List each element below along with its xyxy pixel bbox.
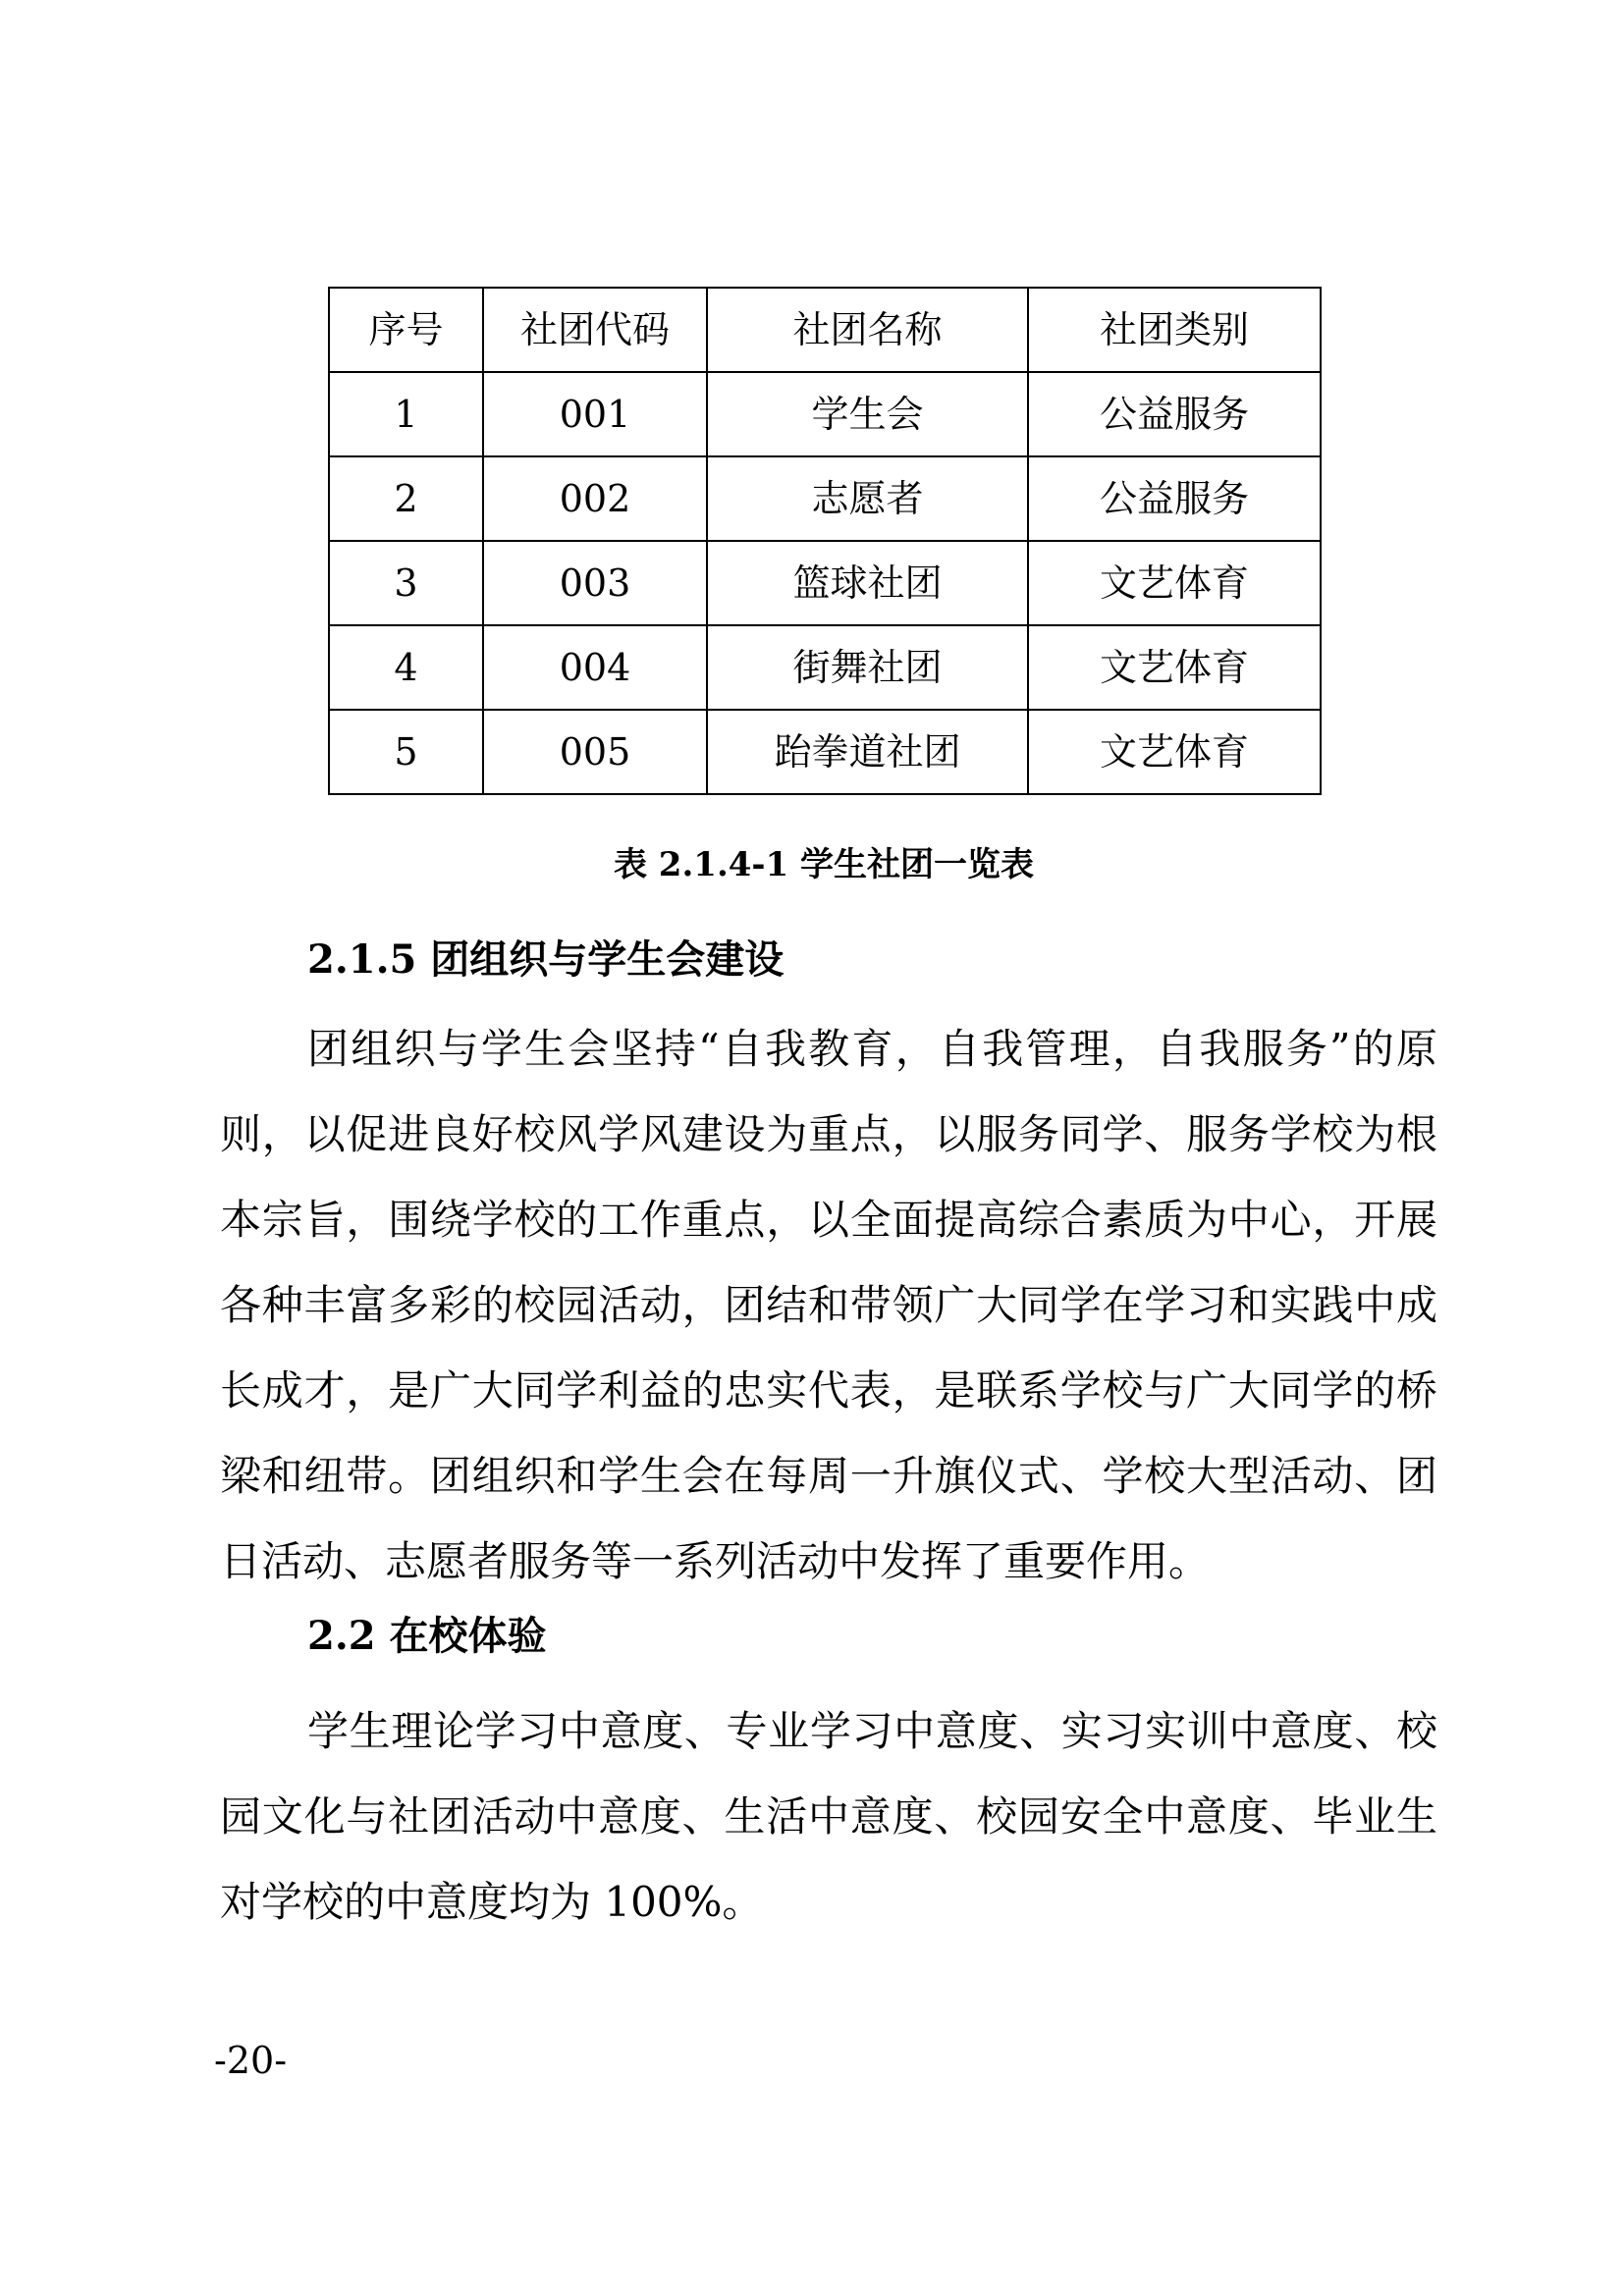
table-cell: 公益服务 <box>1028 456 1321 541</box>
table-cell: 002 <box>483 456 707 541</box>
table-cell: 004 <box>483 625 707 710</box>
table-cell: 跆拳道社团 <box>707 710 1028 794</box>
table-cell: 4 <box>329 625 483 710</box>
table-header-cell: 社团代码 <box>483 288 707 372</box>
table-header-cell: 社团名称 <box>707 288 1028 372</box>
table-cell: 3 <box>329 541 483 625</box>
table-row <box>329 710 1321 794</box>
page-number: -20- <box>214 2039 288 2082</box>
section-heading-2-2: 2.2 在校体验 <box>307 1613 547 1659</box>
table-cell: 街舞社团 <box>707 625 1028 710</box>
table-cell: 文艺体育 <box>1028 625 1321 710</box>
table-row <box>329 456 1321 541</box>
table-row <box>329 372 1321 456</box>
table-cell: 001 <box>483 372 707 456</box>
section-paragraph-2-1-5: 团组织与学生会坚持“自我教育，自我管理，自我服务”的原则，以促进良好校风学风建设为重点，以服务同学、服务学校为根本宗旨，围绕学校的工作重点，以全面提高综合素质为中心，开展各种丰富多彩的校园活动，团结和带领广大同学在学习和实践中成长成才，是广大同学利益的忠实代表，是联系学校与广大同学的桥梁和纽带。团组织和学生会在每周一升旗仪式、学校大型活动、团日活动、志愿者服务等一系列活动中发挥了重要作用。 <box>220 1025 1437 1585</box>
table-cell: 5 <box>329 710 483 794</box>
table-header-cell: 社团类别 <box>1028 288 1321 372</box>
table-cell: 公益服务 <box>1028 372 1321 456</box>
clubs-table <box>328 287 1322 795</box>
table-row <box>329 625 1321 710</box>
table-header-row <box>329 288 1321 372</box>
table-cell: 1 <box>329 372 483 456</box>
section-paragraph-2-2: 学生理论学习中意度、专业学习中意度、实习实训中意度、校园文化与社团活动中意度、生活中意度、校园安全中意度、毕业生对学校的中意度均为 100%。 <box>220 1707 1437 1926</box>
table-cell: 文艺体育 <box>1028 710 1321 794</box>
table-caption: 表 2.1.4-1 学生社团一览表 <box>613 845 1035 884</box>
table-cell: 003 <box>483 541 707 625</box>
table-cell: 005 <box>483 710 707 794</box>
section-heading-2-1-5: 2.1.5 团组织与学生会建设 <box>307 936 785 983</box>
table-header-cell: 序号 <box>329 288 483 372</box>
table-cell: 学生会 <box>707 372 1028 456</box>
table-cell: 篮球社团 <box>707 541 1028 625</box>
table-cell: 志愿者 <box>707 456 1028 541</box>
table-cell: 2 <box>329 456 483 541</box>
table-row <box>329 541 1321 625</box>
table-cell: 文艺体育 <box>1028 541 1321 625</box>
